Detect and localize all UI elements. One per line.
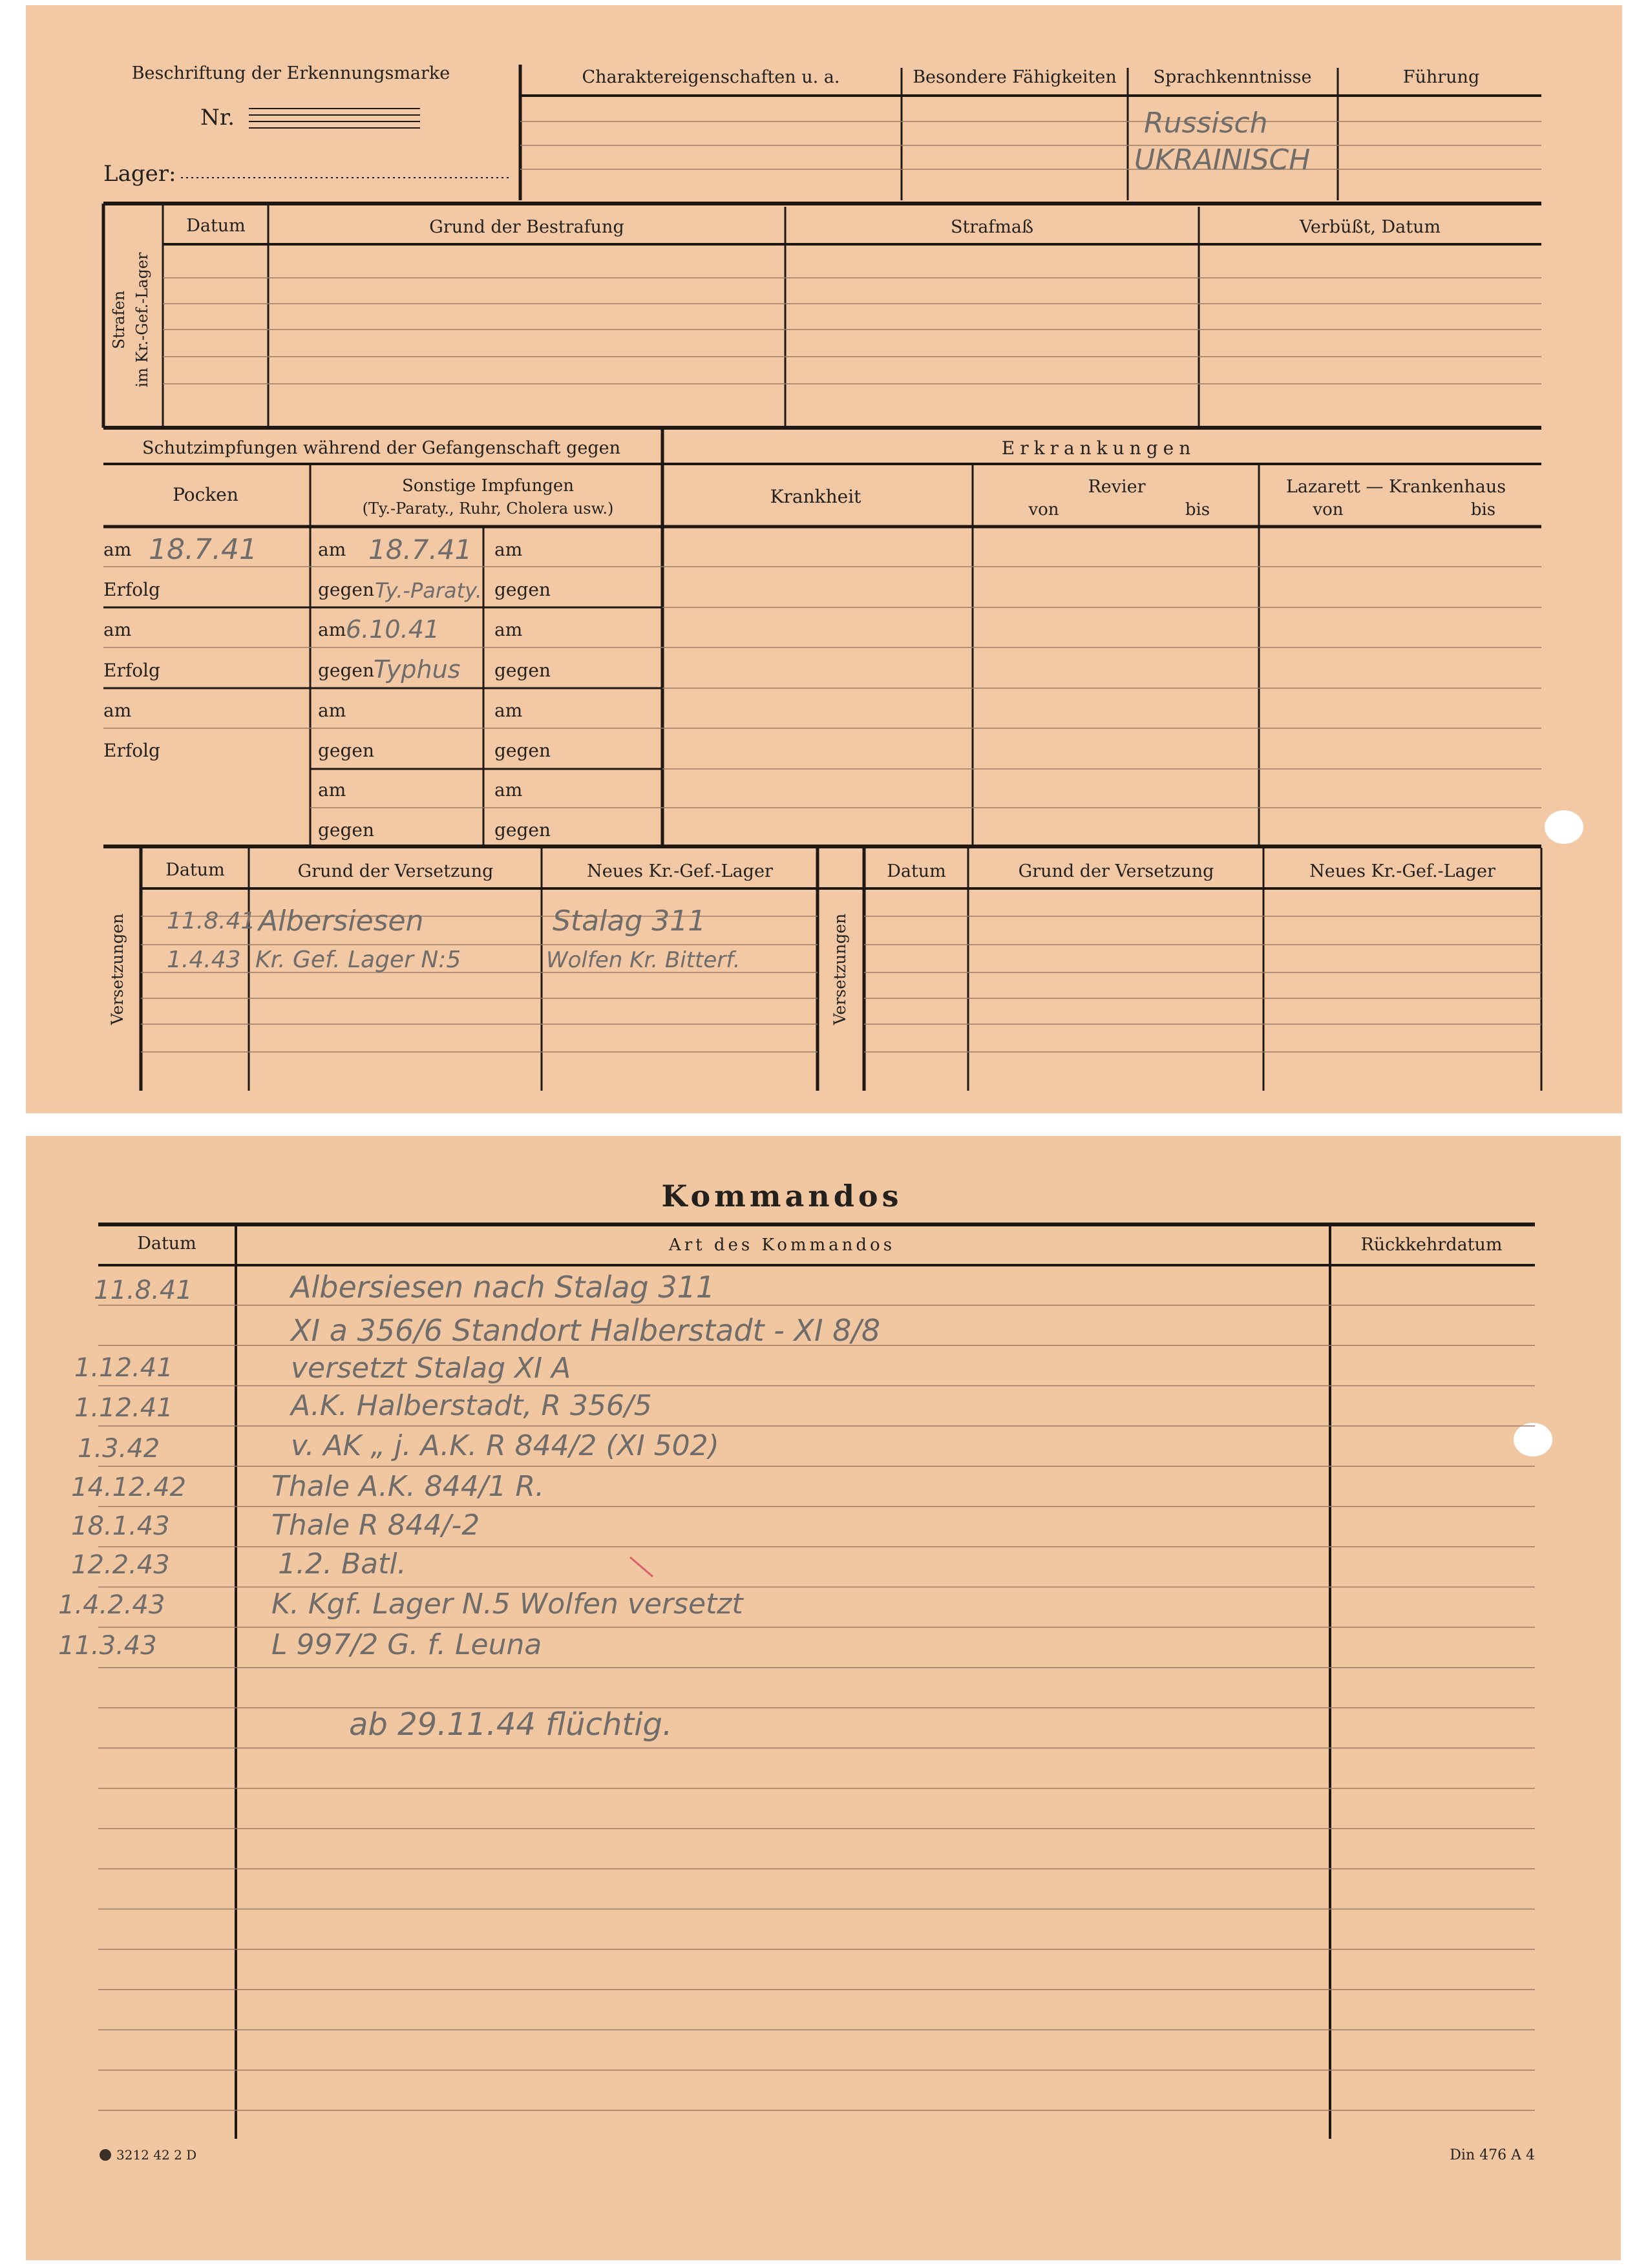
pocken-am-3: am xyxy=(103,700,132,721)
strafen-col-strafmass: Strafmaß xyxy=(950,217,1034,237)
col-faehigkeiten: Besondere Fähigkeiten xyxy=(913,67,1117,87)
komm-col-datum: Datum xyxy=(137,1234,196,1254)
sonst-gegen-3: gegen xyxy=(318,740,375,761)
erk-col-lazarett: Lazarett — Krankenhaus xyxy=(1285,477,1506,497)
strafen-table xyxy=(103,204,1541,428)
impf-col-pocken: Pocken xyxy=(173,484,238,505)
vers-row2-grund: Kr. Gef. Lager N:5 xyxy=(255,947,461,973)
komm-row-1-art: Albersiesen nach Stalag 311 xyxy=(291,1270,715,1305)
komm-row-5-art: v. AK „ j. A.K. R 844/2 (XI 502) xyxy=(291,1429,719,1462)
sonst-r-gegen-2: gegen xyxy=(494,660,551,681)
komm-row-7-art: Thale R 844/-2 xyxy=(271,1509,480,1542)
strafen-col-verbuesst: Verbüßt, Datum xyxy=(1299,217,1441,237)
impfungen-header: Schutzimpfungen während der Gefangenschaft gegen xyxy=(142,438,620,458)
sonst-am-2: am xyxy=(318,619,346,640)
sonst-r-gegen-3: gegen xyxy=(494,740,551,761)
strafen-side-label-1: Strafen xyxy=(110,290,128,350)
erk-lazarett-bis: bis xyxy=(1470,500,1496,520)
vers-row1-lager: Stalag 311 xyxy=(553,905,706,938)
komm-row-6-datum: 14.12.42 xyxy=(71,1473,187,1502)
kommandos-title: Kommandos xyxy=(661,1179,903,1213)
footer-left-code: 3212 42 2 D xyxy=(116,2147,197,2163)
komm-col-rueckkehr: Rückkehrdatum xyxy=(1360,1235,1503,1255)
impf-col-sonstige-1: Sonstige Impfungen xyxy=(401,476,575,496)
vers-right-col-grund: Grund der Versetzung xyxy=(1018,861,1214,881)
erk-col-krankheit: Krankheit xyxy=(770,486,861,507)
sonst-am-3: am xyxy=(318,700,346,721)
versetzungen-side-label-left: Versetzungen xyxy=(108,913,127,1025)
col-charakter: Charaktereigenschaften u. a. xyxy=(582,67,840,87)
sonst-r-gegen-1: gegen xyxy=(494,579,551,600)
nr-label: Nr. xyxy=(200,105,235,131)
komm-row-6-art: Thale A.K. 844/1 R. xyxy=(271,1470,545,1503)
sonst-date-1-hw: 18.7.41 xyxy=(368,534,472,565)
versetzungen-side-label-right: Versetzungen xyxy=(830,913,849,1025)
printer-mark-icon xyxy=(100,2149,111,2161)
komm-row-10-art: L 997/2 G. f. Leuna xyxy=(271,1628,542,1661)
lager-label: Lager: xyxy=(103,161,176,187)
lower-form-sheet xyxy=(26,1136,1621,2260)
impf-col-sonstige-2: (Ty.-Paraty., Ruhr, Cholera usw.) xyxy=(362,499,614,518)
punch-hole-upper xyxy=(1545,810,1583,844)
komm-row-4-datum: 1.12.41 xyxy=(74,1393,173,1423)
sonst-r-gegen-4: gegen xyxy=(494,819,551,841)
sonst-gegen-1-hw: Ty.-Paraty. xyxy=(375,578,482,603)
komm-row-7-datum: 18.1.43 xyxy=(71,1511,170,1541)
vers-right-col-datum: Datum xyxy=(887,861,946,881)
pocken-erfolg-3: Erfolg xyxy=(103,740,160,761)
sonst-date-2-hw: 6.10.41 xyxy=(346,615,440,644)
sonst-gegen-2-hw: Typhus xyxy=(374,655,461,684)
sonst-r-am-3: am xyxy=(494,700,523,721)
marke-header: Beschriftung der Erkennungsmarke xyxy=(131,63,450,83)
vers-row2-datum: 1.4.43 xyxy=(167,947,241,973)
sonst-gegen-1: gegen xyxy=(318,579,375,600)
pocken-erfolg-2: Erfolg xyxy=(103,660,160,681)
vers-left-col-lager: Neues Kr.-Gef.-Lager xyxy=(587,861,773,881)
komm-row-9-art: K. Kgf. Lager N.5 Wolfen versetzt xyxy=(271,1588,743,1621)
sprache-ukrainisch: UKRAINISCH xyxy=(1134,143,1311,176)
pocken-erfolg-1: Erfolg xyxy=(103,579,160,600)
footer-right-din: Din 476 A 4 xyxy=(1450,2147,1535,2163)
sonst-am-1: am xyxy=(318,539,346,560)
vers-row1-grund: Albersiesen xyxy=(259,905,424,938)
komm-row-11-art: ab 29.11.44 flüchtig. xyxy=(349,1706,673,1743)
erk-col-revier: Revier xyxy=(1088,477,1146,497)
sonst-r-am-2: am xyxy=(494,619,523,640)
komm-row-8-datum: 12.2.43 xyxy=(71,1550,170,1580)
pocken-am-2: am xyxy=(103,619,132,640)
strafen-col-datum: Datum xyxy=(186,216,246,236)
komm-row-4-art: A.K. Halberstadt, R 356/5 xyxy=(291,1389,652,1422)
col-sprachen: Sprachkenntnisse xyxy=(1153,67,1312,87)
strafen-side-label-2: im Kr.-Gef.-Lager xyxy=(133,252,151,388)
komm-row-2-art: XI a 356/6 Standort Halberstadt - XI 8/8 xyxy=(291,1313,881,1348)
sonst-r-am-4: am xyxy=(494,779,523,801)
erkrankungen-header: Erkrankungen xyxy=(1001,437,1196,459)
komm-row-3-datum: 1.12.41 xyxy=(74,1353,173,1383)
vers-right-col-lager: Neues Kr.-Gef.-Lager xyxy=(1309,861,1495,881)
komm-row-1-datum: 11.8.41 xyxy=(94,1276,193,1305)
punch-hole-lower xyxy=(1514,1423,1552,1456)
vers-left-col-grund: Grund der Versetzung xyxy=(297,861,494,881)
pocken-am-1: am xyxy=(103,539,132,560)
kommandos-ruled-lines xyxy=(98,1305,1535,2110)
vers-row2-lager: Wolfen Kr. Bitterf. xyxy=(546,947,741,973)
col-fuehrung: Führung xyxy=(1402,67,1480,87)
erk-revier-bis: bis xyxy=(1185,500,1210,520)
sonst-gegen-2: gegen xyxy=(318,660,375,681)
pocken-date-hw: 18.7.41 xyxy=(149,533,257,566)
komm-row-8-art: 1.2. Batl. xyxy=(278,1548,407,1580)
sprache-russisch: Russisch xyxy=(1144,107,1268,140)
erk-revier-von: von xyxy=(1028,500,1059,520)
erk-lazarett-von: von xyxy=(1313,500,1344,520)
komm-row-5-datum: 1.3.42 xyxy=(78,1434,160,1464)
komm-row-10-datum: 11.3.43 xyxy=(58,1631,157,1661)
komm-col-art: Art des Kommandos xyxy=(668,1235,896,1255)
strafen-col-grund: Grund der Bestrafung xyxy=(429,217,624,237)
sonst-gegen-4: gegen xyxy=(318,819,375,841)
sonst-r-am-1: am xyxy=(494,539,523,560)
sonst-am-4: am xyxy=(318,779,346,801)
vers-left-col-datum: Datum xyxy=(165,860,225,880)
vers-row1-datum: 11.8.41 xyxy=(167,908,256,934)
komm-row-9-datum: 1.4.2.43 xyxy=(58,1590,165,1620)
komm-row-3-art: versetzt Stalag XI A xyxy=(291,1352,571,1385)
